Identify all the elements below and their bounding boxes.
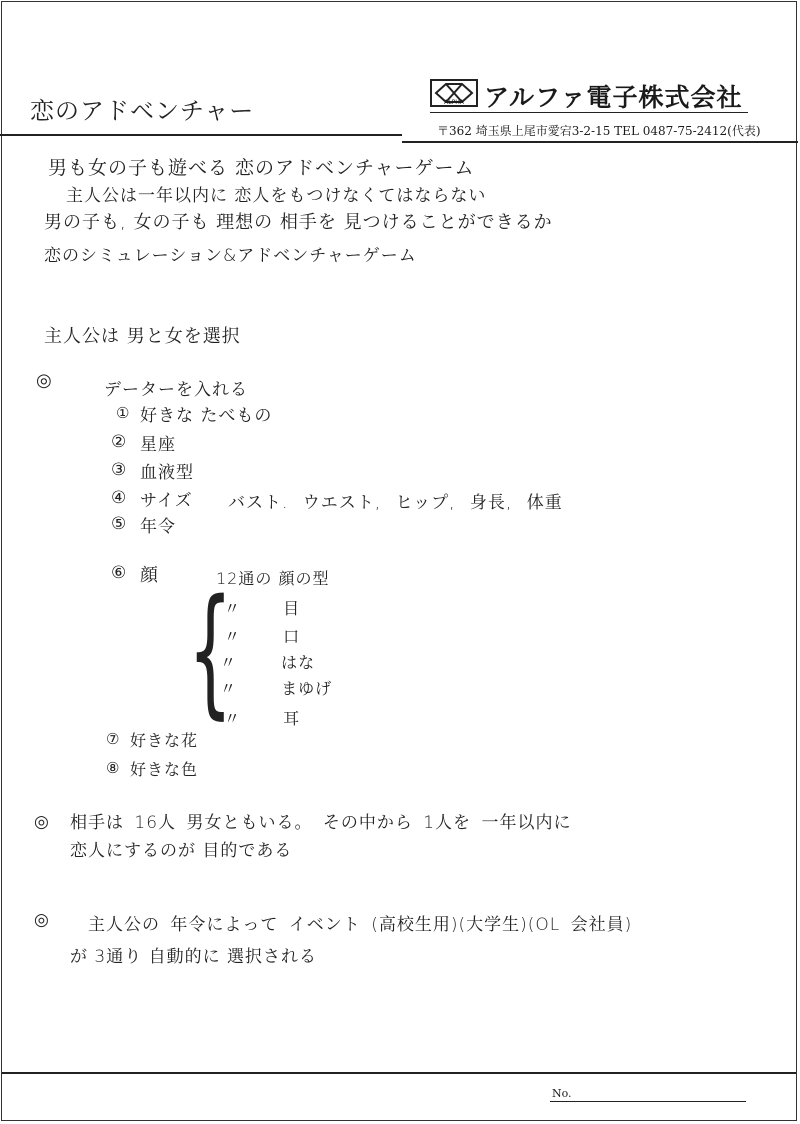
- page-number-underline: [550, 1101, 746, 1102]
- face-part: 〃 はな: [220, 653, 316, 672]
- header-rule: [402, 141, 798, 143]
- item-number: ⑥: [111, 563, 128, 583]
- protagonist-note: 主人公は 男と女を選択: [44, 326, 241, 347]
- section3-line: 主人公の 年令によって イベント (高校生用)(大学生)(OL 会社員): [88, 915, 633, 935]
- section2-line: 恋人にするのが 目的である: [70, 841, 293, 861]
- section-marker: ◎: [36, 370, 53, 391]
- item-text: 年令: [140, 517, 176, 537]
- item-text: 好きな花: [130, 731, 199, 750]
- intro-line: 男も女の子も遊べる 恋のアドベンチャーゲーム: [48, 157, 475, 179]
- face-part: 〃 耳: [224, 709, 301, 728]
- item-number: ⑧: [106, 759, 121, 777]
- company-rule: [430, 112, 748, 113]
- section1-heading: データーを入れる: [104, 380, 248, 400]
- company-name: アルファ電子株式会社: [484, 83, 743, 112]
- section-marker: ◎: [34, 812, 50, 832]
- page-number-label: No.: [552, 1087, 572, 1100]
- size-detail: バスト. ウエスト, ヒップ, 身長, 体重: [228, 493, 563, 513]
- title-rule: [0, 134, 402, 136]
- section3-line: が 3通り 自動的に 選択される: [70, 947, 318, 967]
- face-part: 〃 まゆげ: [220, 679, 333, 698]
- item-text: 好きな色: [130, 760, 199, 779]
- face-part: 12通の 顔の型: [216, 569, 330, 588]
- face-brace: {: [188, 570, 233, 733]
- item-number: ①: [116, 404, 131, 422]
- item-number: ③: [111, 460, 128, 480]
- item-text: 顔: [140, 565, 159, 586]
- item-number: ②: [111, 432, 128, 452]
- memo-title: 恋のアドベンチャー: [30, 97, 255, 125]
- section2-line: 相手は 16人 男女ともいる。 その中から 1人を 一年以内に: [70, 813, 572, 833]
- section-marker: ◎: [34, 910, 50, 930]
- face-part: 〃 目: [224, 599, 301, 618]
- item-text: 星座: [140, 435, 176, 455]
- item-number: ⑤: [111, 514, 128, 534]
- item-text: 好きな たべもの: [140, 406, 273, 426]
- logo-text: ALPHA: [444, 99, 464, 106]
- item-number: ⑦: [106, 730, 121, 748]
- intro-line: 男の子も, 女の子も 理想の 相手を 見つけることができるか: [44, 212, 553, 233]
- intro-line: 主人公は一年以内に 恋人をもつけなくてはならない: [66, 186, 487, 206]
- footer-rule: [2, 1072, 796, 1074]
- face-part: 〃 口: [224, 627, 301, 646]
- company-logo: [430, 79, 478, 107]
- item-text: 血液型: [140, 463, 194, 483]
- item-text: サイズ: [140, 491, 193, 511]
- item-number: ④: [111, 488, 128, 508]
- company-address: 〒362 埼玉県上尾市愛宕3-2-15 TEL 0487-75-2412(代表): [437, 124, 761, 138]
- intro-line: 恋のシミュレーション&アドベンチャーゲーム: [44, 246, 417, 266]
